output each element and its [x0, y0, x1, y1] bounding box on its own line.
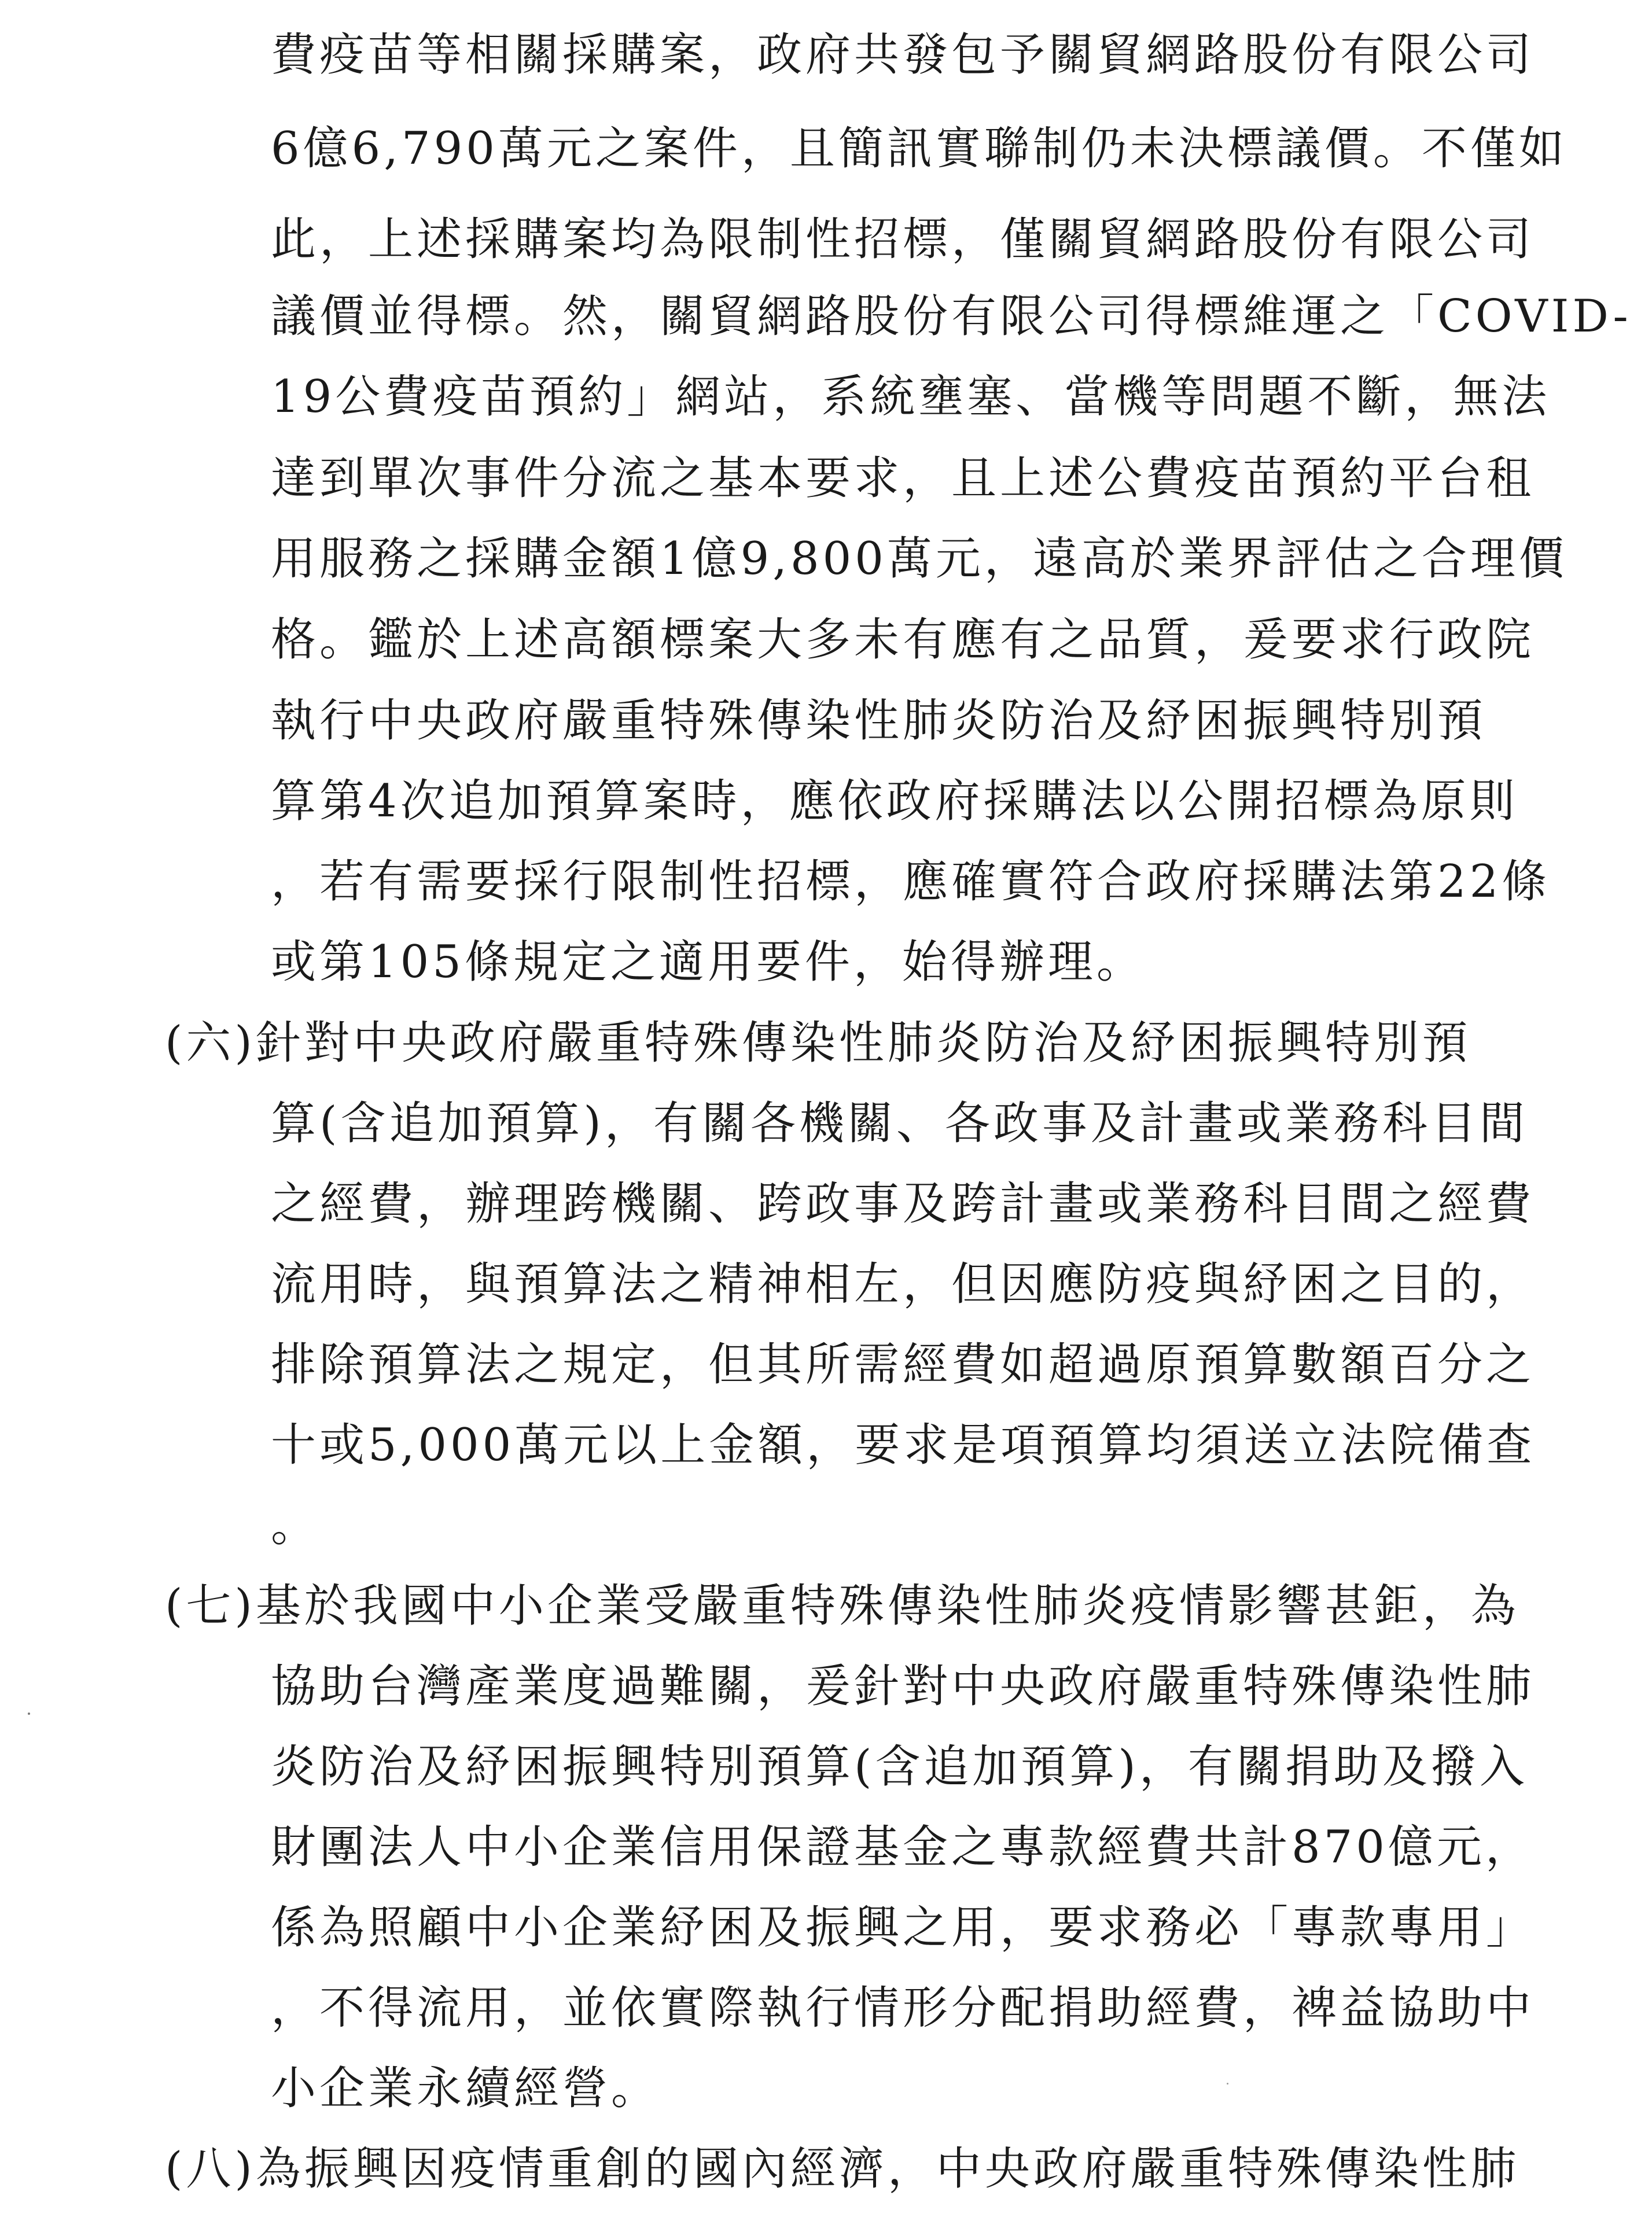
section-seven-heading: (七)基於我國中小企業受嚴重特殊傳染性肺炎疫情影響甚鉅，為 — [165, 1580, 1519, 1632]
text-line: 協助台灣產業度過難關，爰針對中央政府嚴重特殊傳染性肺 — [271, 1660, 1535, 1713]
text-line: 係為照顧中小企業紓困及振興之用，要求務必「專款專用」 — [271, 1902, 1535, 1954]
text-line: ，不得流用，並依實際執行情形分配捐助經費，裨益協助中 — [271, 1982, 1535, 2034]
text-line: 格。鑑於上述高額標案大多未有應有之品質，爰要求行政院 — [271, 614, 1535, 666]
text-line: 算第4次追加預算案時，應依政府採購法以公開招標為原則 — [271, 775, 1518, 827]
text-line: 費疫苗等相關採購案，政府共發包予關貿網路股份有限公司 — [271, 29, 1535, 81]
text-line: 6億6,790萬元之案件，且簡訊實聯制仍未決標議價。不僅如 — [271, 123, 1568, 175]
text-line: ，若有需要採行限制性招標，應確實符合政府採購法第22條 — [271, 856, 1551, 908]
text-line: 達到單次事件分流之基本要求，且上述公費疫苗預約平台租 — [271, 452, 1535, 504]
text-line: 執行中央政府嚴重特殊傳染性肺炎防治及紓困振興特別預 — [271, 695, 1487, 747]
text-line: 或第105條規定之適用要件，始得辦理。 — [271, 936, 1145, 988]
text-line: 排除預算法之規定，但其所需經費如超過原預算數額百分之 — [271, 1339, 1535, 1391]
text-line: 此，上述採購案均為限制性招標，僅關貿網路股份有限公司 — [271, 213, 1535, 266]
text-line: 算(含追加預算)，有關各機關、各政事及計畫或業務科目間 — [271, 1098, 1528, 1150]
text-line: 十或5,000萬元以上金額，要求是項預算均須送立法院備查 — [271, 1419, 1536, 1471]
text-line: 議價並得標。然，關貿網路股份有限公司得標維運之「COVID- — [271, 290, 1632, 343]
text-line: 。 — [271, 1500, 320, 1552]
text-line: 用服務之採購金額1億9,800萬元，遠高於業界評估之合理價 — [271, 533, 1568, 585]
scan-speck — [1227, 2083, 1228, 2085]
text-line: 小企業永續經營。 — [271, 2063, 660, 2115]
section-eight-heading: (八)為振興因疫情重創的國內經濟，中央政府嚴重特殊傳染性肺 — [165, 2143, 1519, 2195]
text-line: 19公費疫苗預約」網站，系統壅塞、當機等問題不斷，無法 — [271, 371, 1551, 423]
section-six-heading: (六)針對中央政府嚴重特殊傳染性肺炎防治及紓困振興特別預 — [165, 1017, 1471, 1069]
text-line: 炎防治及紓困振興特別預算(含追加預算)，有關捐助及撥入 — [271, 1741, 1528, 1793]
scan-speck — [28, 1713, 30, 1715]
text-line: 之經費，辦理跨機關、跨政事及跨計畫或業務科目間之經費 — [271, 1178, 1535, 1230]
text-line: 財團法人中小企業信用保證基金之專款經費共計870億元， — [271, 1821, 1534, 1873]
text-line: 流用時，與預算法之精神相左，但因應防疫與紓困之目的， — [271, 1258, 1535, 1310]
